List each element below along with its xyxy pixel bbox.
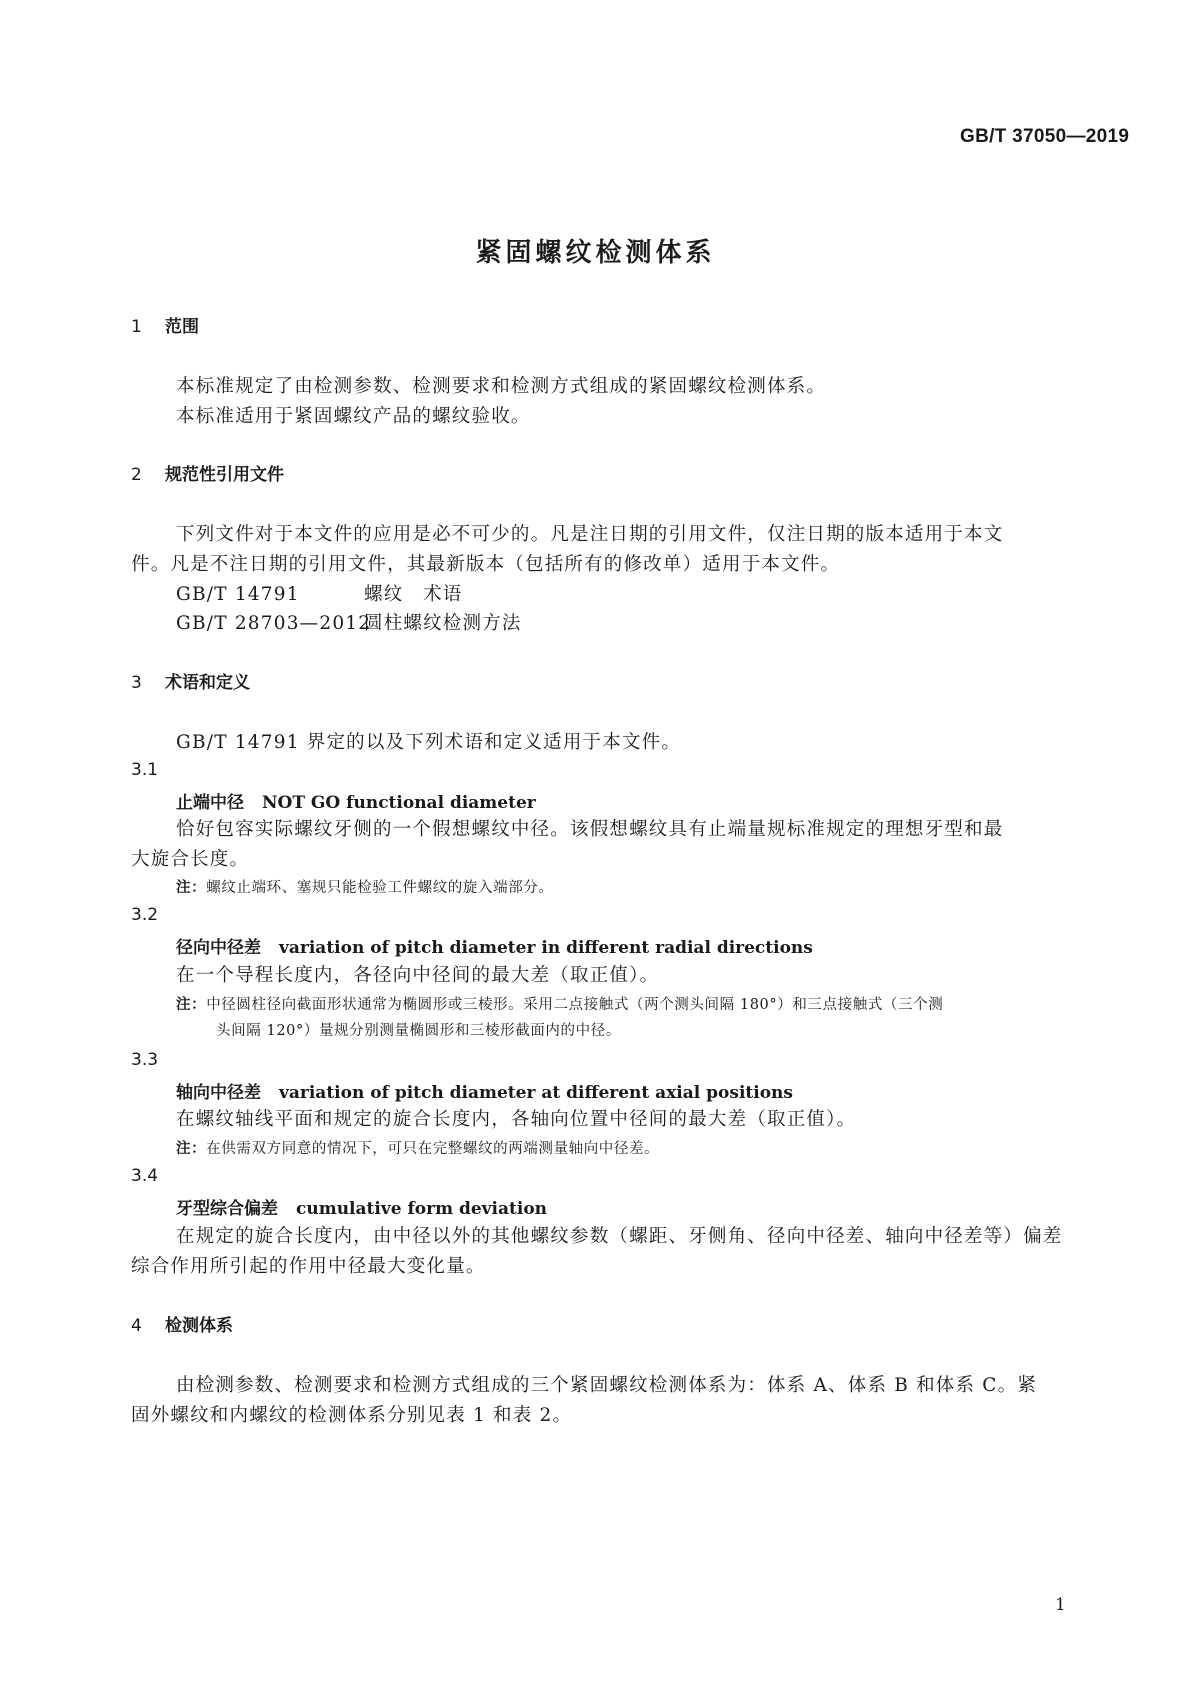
note-label: 注： — [176, 1141, 207, 1157]
note-label: 注： — [176, 997, 207, 1013]
section-heading-terms — [131, 668, 250, 693]
section-heading-normative-references — [131, 460, 284, 485]
term-number: 3.2 — [131, 905, 159, 925]
section-title: 检测体系 — [165, 1316, 233, 1336]
note-text: 中径圆柱径向截面形状通常为椭圆形或三棱形。采用二点接触式（两个测头间隔 180°）和三点接触式（三个测 — [206, 997, 944, 1013]
section-heading-scope — [131, 312, 199, 337]
term-en: cumulative form deviation — [296, 1199, 548, 1219]
note-label: 注： — [176, 880, 207, 896]
paragraph-line: 下列文件对于本文件的应用是必不可少的。凡是注日期的引用文件，仅注日期的版本适用于本文 — [176, 524, 1004, 545]
paragraph-line: 固外螺纹和内螺纹的检测体系分别见表 1 和表 2。 — [131, 1405, 573, 1426]
paragraph-line: 由检测参数、检测要求和检测方式组成的三个紧固螺纹检测体系为：体系 A、体系 B 和体系 C。紧 — [176, 1375, 1038, 1396]
term-number: 3.3 — [131, 1050, 159, 1070]
term-zh: 径向中径差 — [176, 938, 261, 958]
term-definition: 在螺纹轴线平面和规定的旋合长度内，各轴向位置中径间的最大差（取正值）。 — [176, 1109, 857, 1130]
term-definition: 恰好包容实际螺纹牙侧的一个假想螺纹中径。该假想螺纹具有止端量规标准规定的理想牙型和最 — [176, 819, 1004, 840]
term-definition: 综合作用所引起的作用中径最大变化量。 — [131, 1256, 486, 1277]
section-number: 4 — [131, 1316, 142, 1336]
reference-title: 螺纹 术语 — [364, 584, 463, 605]
term-zh: 止端中径 — [176, 793, 244, 813]
section-number: 2 — [131, 465, 142, 485]
term-definition: 大旋合长度。 — [131, 849, 250, 870]
term-en: variation of pitch diameter at different axial positions — [279, 1083, 793, 1103]
term-note — [176, 876, 554, 897]
paragraph: 本标准适用于紧固螺纹产品的螺纹验收。 — [176, 406, 531, 427]
term-definition: 在一个导程长度内，各径向中径间的最大差（取正值）。 — [176, 965, 660, 986]
reference-item — [176, 609, 522, 635]
term-note — [176, 993, 943, 1014]
term-en: NOT GO functional diameter — [262, 793, 536, 813]
paragraph: GB/T 14791 界定的以及下列术语和定义适用于本文件。 — [176, 732, 682, 753]
term-title — [176, 933, 813, 958]
section-title: 范围 — [165, 317, 199, 337]
reference-code: GB/T 28703—2012 — [176, 613, 372, 634]
section-number: 1 — [131, 317, 142, 337]
term-zh: 牙型综合偏差 — [176, 1199, 278, 1219]
term-title — [176, 1078, 793, 1103]
term-number: 3.4 — [131, 1166, 159, 1186]
document-title: 紧固螺纹检测体系 — [475, 238, 716, 268]
term-definition: 在规定的旋合长度内，由中径以外的其他螺纹参数（螺距、牙侧角、径向中径差、轴向中径差等）偏差 — [176, 1226, 1063, 1247]
term-title — [176, 788, 536, 813]
term-zh: 轴向中径差 — [176, 1083, 261, 1103]
note-text: 螺纹止端环、塞规只能检验工件螺纹的旋入端部分。 — [206, 880, 554, 896]
reference-title: 圆柱螺纹检测方法 — [364, 613, 522, 634]
term-note-continuation: 头间隔 120°）量规分别测量椭圆形和三棱形截面内的中径。 — [216, 1023, 621, 1039]
standard-number: GB/T 37050—2019 — [960, 126, 1130, 147]
reference-code: GB/T 14791 — [176, 584, 300, 605]
paragraph: 本标准规定了由检测参数、检测要求和检测方式组成的紧固螺纹检测体系。 — [176, 376, 827, 397]
term-en: variation of pitch diameter in different radial directions — [279, 938, 813, 958]
reference-item — [176, 580, 463, 606]
section-heading-inspection-system — [131, 1311, 233, 1336]
paragraph-line: 件。凡是不注日期的引用文件，其最新版本（包括所有的修改单）适用于本文件。 — [131, 554, 841, 575]
term-note — [176, 1137, 659, 1158]
term-number: 3.1 — [131, 760, 159, 780]
note-text: 在供需双方同意的情况下，可只在完整螺纹的两端测量轴向中径差。 — [206, 1141, 660, 1157]
page-number: 1 — [1055, 1595, 1066, 1615]
section-title: 规范性引用文件 — [165, 465, 284, 485]
section-number: 3 — [131, 673, 142, 693]
term-title — [176, 1194, 547, 1219]
section-title: 术语和定义 — [165, 673, 250, 693]
